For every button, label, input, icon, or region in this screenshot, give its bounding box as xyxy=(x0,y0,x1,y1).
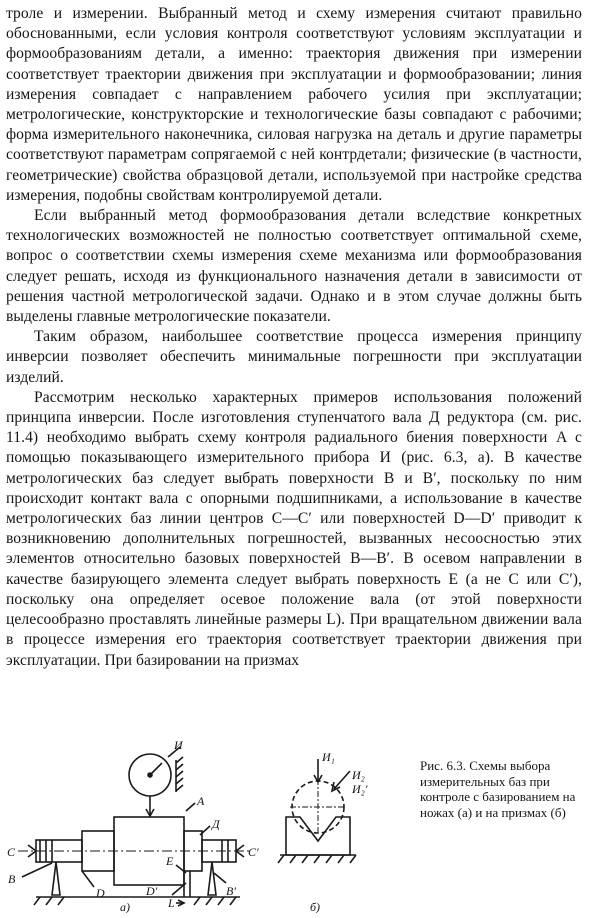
figure-caption: Рис. 6.3. Схемы выбора измерительных баз при контроле с базированием на ножах (а) и на призмах (б) xyxy=(420,758,576,820)
knife-support-left xyxy=(52,862,60,895)
label-sub-a: а) xyxy=(120,900,130,913)
paragraph-1: троле и измерении. Выбранный метод и схему измерения считают правильно обоснованными, если условия контроля соответствуют условиям эксплуатации и формообразованиям детали, а именно: траектория движения при измерении соответствует траектории движения при эксплуатации и формообразовании; линия измерения совпадает с направлением рабочего усилия при эксплуатации; метрологические, конструкторские и технологические базы совпадают с рабочими; форма измерительного наконечника, силовая нагрузка на деталь и другие параметры соответствуют параметрам сопрягаемой с ней контрдетали; физические (в частности, геометрические) свойства образцовой детали, используемой при настройке средства измерения, подобны свойствам контролируемой детали. xyxy=(6,5,582,204)
knife-support-right xyxy=(208,862,216,895)
label-D: D xyxy=(96,886,105,900)
label-E: E xyxy=(166,854,174,868)
diagram-b xyxy=(278,750,368,913)
label-A: A xyxy=(197,794,205,808)
v-prism xyxy=(286,817,350,855)
label-I1: И₁ xyxy=(322,750,335,764)
label-C: C xyxy=(7,845,16,859)
label-sub-b: б) xyxy=(310,900,321,913)
paragraph-4: Рассмотрим несколько характерных примеров использования положений принципа инверсии. После изготовления ступенчатого вала Д редуктора (см. рис. 11.4) необходимо выбрать схему контроля радиального биения поверхности A с помощью показывающего измерительного прибора И (рис. 6.3, а). В качестве метрологических баз следует выбрать поверхности B и B′, поскольку по ним происходит контакт вала с опорными подшипниками, а использование в качестве метрологических баз линии центров C—C′ или поверхностей D—D′ приводит к возникновению дополнительных погрешностей, вызванных несоосностью этих элементов относительно базовых поверхностей B—B′. В осевом направлении в качестве базирующего элемента следует выбрать поверхность E (а не C или C′), поскольку она определяет осевое положение вала (от этой поверхности целесообразно проставлять линейные размеры L). При вращательном движении вала в процессе измерения его траектория соответствует траектории движения при эксплуатации. При базировании на призмах xyxy=(6,388,582,669)
paragraph-3: Таким образом, наибольшее соответствие процесса измерения принципу инверсии позволяет обеспечить минимальные погрешности при эксплуатации изделий. xyxy=(6,328,582,386)
diagram-a xyxy=(7,738,259,913)
indicator-I2 xyxy=(334,771,350,789)
label-B: B xyxy=(8,872,16,886)
label-I: И xyxy=(174,738,183,752)
label-C-prime: C′ xyxy=(248,845,259,859)
document-page xyxy=(6,4,582,671)
figure-6-3 xyxy=(0,735,590,913)
label-D-shaft: Д xyxy=(212,817,220,831)
label-L: L xyxy=(168,896,175,910)
label-I2: И₂ xyxy=(352,768,365,782)
label-D-prime: D′ xyxy=(146,884,158,898)
label-I2-prime: И₂′ xyxy=(352,782,368,796)
paragraph-2: Если выбранный метод формообразования детали вследствие конкретных технологических возможностей не полностью соответствует оптимальной схеме, вопрос о соответствии схемы измерения схеме механизма или формообразования следует решать, исходя из функционального назначения детали в зависимости от решения частной метрологической задачи. Однако и в этом случае должны быть выделены главные метрологические показатели. xyxy=(6,207,582,326)
label-B-prime: B′ xyxy=(226,884,236,898)
